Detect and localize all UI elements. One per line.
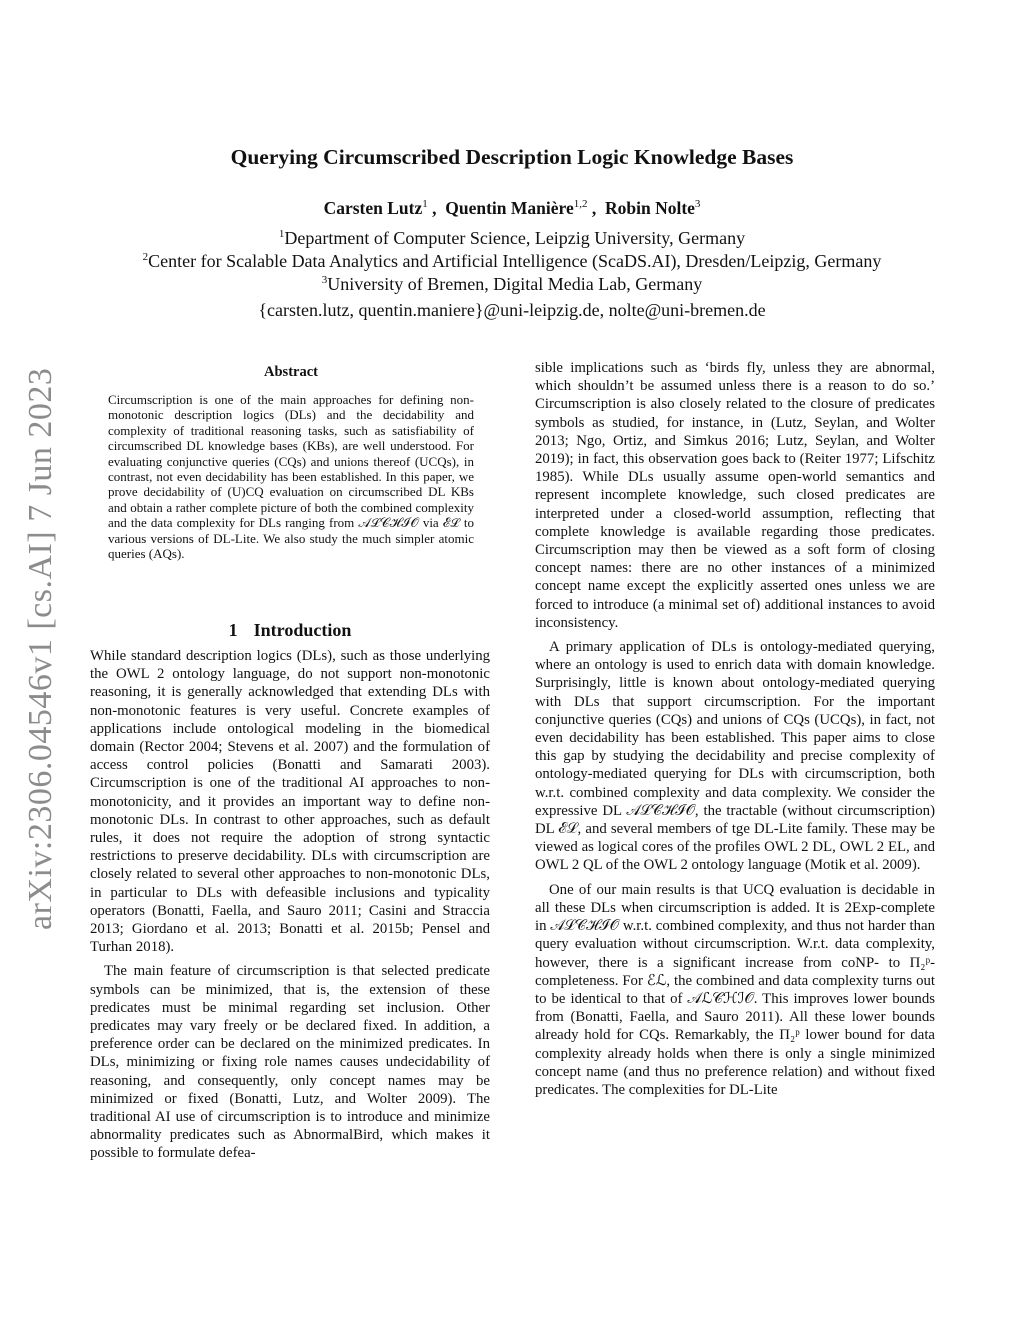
left-column	[90, 647, 490, 1169]
affiliation-mark: 2	[142, 251, 149, 263]
affiliation	[0, 251, 1024, 272]
author-name: Carsten Lutz	[323, 198, 423, 218]
affiliation-mark: 1	[278, 228, 285, 240]
author-list: Carsten Lutz$^1$ , Quentin Manière$^{1,2}$ , Robin Nolte$^3$	[323, 198, 701, 218]
author-name: Robin Nolte	[604, 198, 695, 218]
paragraph: While standard description logics (DLs), such as those underlying the OWL 2 ontology language, do not support non-monotonic reasoning, it is generally acknowledged that extending DLs with non-monotonic features is very useful. Concrete examples of applications include ontological modeling in the biomedical domain (Rector 2004; Stevens et al. 2007) and the formulation of access control policies (Bonatti and Samarati 2003). Circumscription is one of the traditional AI approaches to non-monotonicity, and it provides an important way to define non-monotonic DLs. In contrast to other approaches, such as default rules, it does not require the adoption of strong syntactic restrictions to preserve decidability. DLs with circumscription are closely related to several other approaches to non-monotonic DLs, in particular to DLs with defeasible inclusions and typicality operators (Bonatti, Faella, and Sauro 2011; Casini and Straccia 2013; Giordano et al. 2013; Bonatti et al. 2015b; Pensel and Turhan 2018).	[90, 648, 490, 956]
author-emails: {carsten.lutz, quentin.maniere}@uni-leipzig.de, nolte@uni-bremen.de	[258, 300, 766, 320]
author-affil-mark: 3	[694, 198, 701, 211]
author-affil-mark: 1,2	[573, 198, 588, 211]
abstract-heading: Abstract	[264, 364, 318, 380]
affiliation	[0, 274, 1024, 295]
author-affil-mark: 1	[422, 198, 428, 211]
affiliation-text: Center for Scalable Data Analytics and Artificial Intelligence (ScaDS.AI), Dresden/Leipzig, Germany	[148, 251, 882, 271]
paragraph: sible implications such as ‘birds fly, unless they are abnormal, which shouldn’t be assumed unless there is a reason to do so.’ Circumscription is also closely related to the closure of predicates symbols as studied, for instance, in (Lutz, Seylan, and Wolter 2013; Ngo, Ortiz, and Simkus 2016; Lutz, Seylan, and Wolter 2019); in fact, this observation goes back to (Reiter 1977; Lifschitz 1985). While DLs usually assume open-world semantics and represent incomplete knowledge, such closed predicates are interpreted under a closed-world assumption, reflecting that complete knowledge is available regarding those predicates. Circumscription may then be viewed as a soft form of closing concept names: there are no other instances of a minimized concept name except the explicitly asserted ones unless we are forced to introduce (a minimal set of) additional instances to avoid inconsistency.	[535, 360, 935, 631]
right-column	[535, 359, 935, 1105]
arxiv-identifier: arXiv:2306.04546v1 [cs.AI] 7 Jun 2023	[22, 367, 59, 930]
affiliation-text: University of Bremen, Digital Media Lab, Germany	[327, 274, 703, 294]
section-title: Introduction	[253, 620, 352, 640]
affiliation-text: Department of Computer Science, Leipzig University, Germany	[284, 228, 746, 248]
paper-title: Querying Circumscribed Description Logic Knowledge Bases	[230, 145, 794, 169]
affiliation-mark: 3	[321, 274, 328, 286]
paragraph: One of our main results is that UCQ evaluation is decidable in all these DLs when circumscription is added. It is 2Exp-complete in 𝒜ℒ𝒞ℋℐ𝒪 w.r.t. combined complexity, and thus not harder than query evaluation without circumscription. W.r.t. data complexity, however, there is a significant increase from coNP- to Π₂ᵖ-completeness. For ℰℒ, the combined and data complexity turns out to be identical to that of 𝒜ℒ𝒞ℋℐ𝒪. This improves lower bounds from (Bonatti, Faella, and Sauro 2011). All these lower bounds already hold for CQs. Remarkably, the Π₂ᵖ lower bound for data complexity already holds when there is only a single minimized concept name (and thus no preference relation) and without fixed predicates. The complexities for DL-Lite	[535, 881, 935, 1098]
section-heading	[90, 620, 490, 641]
author-name: Quentin Manière	[445, 198, 574, 218]
paragraph: The main feature of circumscription is that selected predicate symbols can be minimized, that is, the extension of these predicates must be minimal regarding set inclusion. Other predicates may vary freely or be declared fixed. In addition, a preference order can be declared on the minimized predicates. In DLs, minimizing or fixing role names causes undecidability of reasoning, and consequently, only concept names may be minimized or fixed (Bonatti, Lutz, and Wolter 2009). The traditional AI use of circumscription is to introduce and minimize abnormality predicates such as AbnormalBird, which makes it possible to formulate defea-	[90, 963, 490, 1162]
paragraph: A primary application of DLs is ontology-mediated querying, where an ontology is used to enrich data with domain knowledge. Surprisingly, little is known about ontology-mediated querying with DLs that support circumscription. For the important conjunctive queries (CQs) and unions of CQs (UCQs), in fact, not even decidability has been established. This paper aims to close this gap by studying the decidability and precise complexity of ontology-mediated querying for DLs with circumscription, both w.r.t. combined complexity and data complexity. We consider the expressive DL 𝒜ℒ𝒞ℋℐ𝒪, the tractable (without circumscription) DL ℰℒ, and several members of tge DL-Lite family. These may be viewed as logical cores of the profiles OWL 2 DL, OWL 2 EL, and OWL 2 QL of the OWL 2 ontology language (Motik et al. 2009).	[535, 639, 935, 874]
section-number: 1	[228, 620, 238, 640]
affiliation	[0, 228, 1024, 249]
abstract-body: Circumscription is one of the main approaches for defining non-monotonic description logics (DLs) and the decidability and complexity of traditional reasoning tasks, such as satisfiability of circumscribed DL knowledge bases (KBs), are well understood. For evaluating conjunctive queries (CQs) and unions thereof (UCQs), in contrast, not even decidability has been established. In this paper, we prove decidability of (U)CQ evaluation on circumscribed DL KBs and obtain a rather complete picture of both the combined complexity and the data complexity for DLs ranging from 𝒜ℒ𝒞ℋℐ𝒪 via ℰℒ to various versions of DL-Lite. We also study the much simpler atomic queries (AQs).	[108, 392, 474, 562]
